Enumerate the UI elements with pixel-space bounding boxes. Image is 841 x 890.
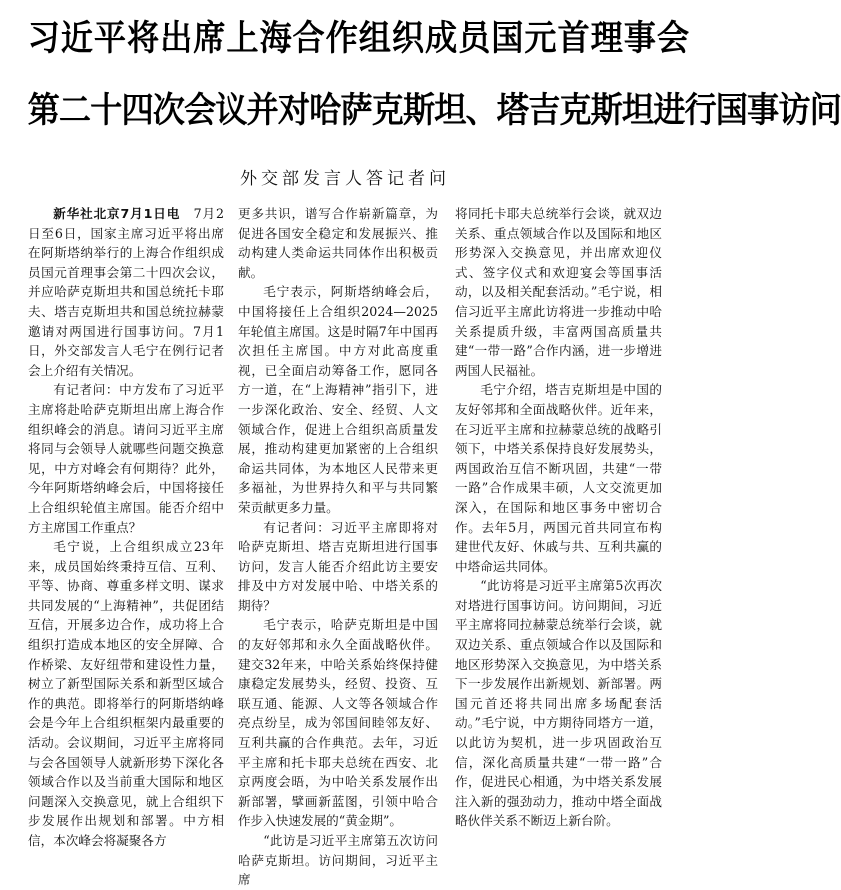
headline-line-2: 第二十四次会议并对哈萨克斯坦、塔吉克斯坦进行国事访问	[27, 91, 841, 131]
article-paragraph: 有记者问：习近平主席即将对哈萨克斯坦、塔吉克斯坦进行国事访问，发言人能否介绍此访主要安排及中方对发展中哈、中塔关系的期待？	[238, 519, 438, 613]
article-column-3	[455, 204, 662, 829]
article-paragraph: 更多共识，谱写合作崭新篇章，为促进各国安全稳定和发展振兴、推动构建人类命运共同体作出积极贡献。	[238, 206, 438, 280]
article-column-1	[28, 204, 224, 848]
article-paragraph: “此访是习近平主席第五次访问哈萨克斯坦。访问期间，习近平主席	[238, 833, 438, 888]
article-paragraph: 毛宁表示，阿斯塔纳峰会后，中国将接任上合组织2024—2025年轮值主席国。这是时隔7年中国再次担任主席国。中方对此高度重视，已全面启动筹备工作，愿同各方一道，在“上海精神”指引下，进一步深化政治、安全、经贸、人文领域合作，促进上合组织高质量发展，推动构建更加紧密的上合组织命运共同体，为本地区人民带来更多福祉，为世界持久和平与共同繁荣贡献更多力量。	[238, 284, 438, 515]
article-paragraph: 有记者问：中方发布了习近平主席将赴哈萨克斯坦出席上海合作组织峰会的消息。请问习近平主席将同与会领导人就哪些问题交换意见，中方对峰会有何期待？此外，今年阿斯塔纳峰会后，中国将接任上合组织轮值主席国。能否介绍中方主席国工作重点？	[28, 382, 224, 535]
paragraph-text: 7月2日至6日，国家主席习近平将出席在阿斯塔纳举行的上海合作组织成员国元首理事会第二十四次会议，并应哈萨克斯坦共和国总统托卡耶夫、塔吉克斯坦共和国总统拉赫蒙邀请对两国进行国事访问。7月1日，外交部发言人毛宁在例行记者会上介绍有关情况。	[28, 206, 224, 378]
article-paragraph	[28, 204, 224, 380]
article-paragraph: 毛宁介绍，塔吉克斯坦是中国的友好邻邦和全面战略伙伴。近年来，在习近平主席和拉赫蒙总统的战略引领下，中塔关系保持良好发展势头，两国政治互信不断巩固，共建“一带一路”合作成果丰硕，人文交流更加深入，在国际和地区事务中密切合作。去年5月，两国元首共同宣布构建世代友好、休戚与共、互利共赢的中塔命运共同体。	[455, 382, 662, 574]
article-paragraph: 将同托卡耶夫总统举行会谈，就双边关系、重点领域合作以及国际和地区形势深入交换意见，并出席欢迎仪式、签字仪式和欢迎宴会等国事活动，以及相关配套活动。”毛宁说，相信习近平主席此访将进一步推动中哈关系提质升级，丰富两国高质量共建“一带一路”合作内涵，进一步增进两国人民福祉。	[455, 206, 662, 378]
article-paragraph: 毛宁说，上合组织成立23年来，成员国始终秉持互信、互利、平等、协商、尊重多样文明、谋求共同发展的“上海精神”，共促团结互信，开展多边合作，成功将上合组织打造成本地区的安全屏障、合作桥梁、友好纽带和建设性力量，树立了新型国际关系和新型区域合作的典范。即将举行的阿斯塔纳峰会是今年上合组织框架内最重要的活动。会议期间，习近平主席将同与会各国领导人就新形势下深化各领域合作以及当前重大国际和地区问题深入交换意见，就上合组织下步发展作出规划和部署。中方相信，本次峰会将凝聚各方	[28, 539, 224, 848]
article-paragraph: 毛宁表示，哈萨克斯坦是中国的友好邻邦和永久全面战略伙伴。建交32年来，中哈关系始终保持健康稳定发展势头，经贸、投资、互联互通、能源、人文等各领域合作亮点纷呈，成为邻国间睦邻友好、互利共赢的合作典范。去年，习近平主席和托卡耶夫总统在西安、北京两度会晤，为中哈关系发展作出新部署，擘画新蓝图，引领中哈合作步入快速发展的“黄金期”。	[238, 617, 438, 829]
article-column-2	[238, 204, 438, 888]
article-paragraph: “此访将是习近平主席第5次再次对塔进行国事访问。访问期间，习近平主席将同拉赫蒙总统举行会谈，就双边关系、重点领域合作以及国际和地区形势深入交换意见，为中塔关系下一步发展作出新规划、新部署。两国元首还将共同出席多场配套活动。”毛宁说，中方期待同塔方一道，以此访为契机，进一步巩固政治互信，深化高质量共建“一带一路”合作，促进民心相通，为中塔关系发展注入新的强劲动力，推动中塔全面战略伙伴关系不断迈上新台阶。	[455, 578, 662, 829]
subtitle: 外交部发言人答记者问	[240, 169, 450, 189]
dateline: 新华社北京7月1日电	[53, 206, 181, 221]
headline-line-1: 习近平将出席上海合作组织成员国元首理事会	[27, 19, 691, 59]
